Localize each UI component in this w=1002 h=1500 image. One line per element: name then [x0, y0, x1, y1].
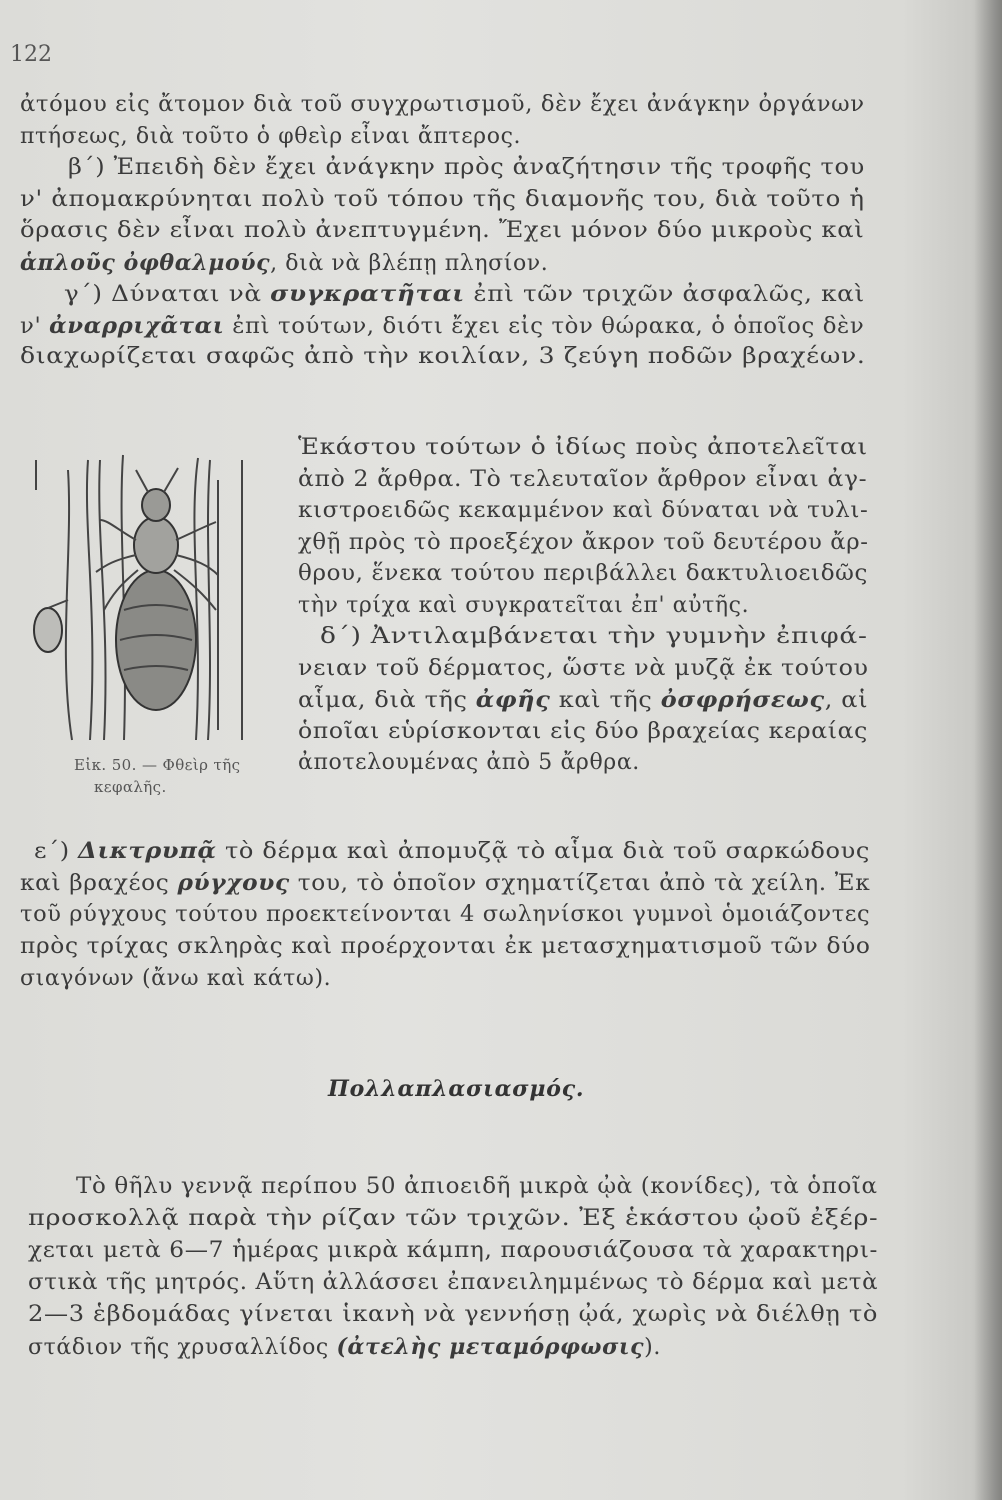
text-line — [298, 433, 868, 463]
text-span: ἀποτελουμένας ἀπὸ 5 ἄρθρα. — [298, 750, 640, 775]
section-heading: Πολλαπλασιασμός. — [328, 1076, 585, 1102]
text-line — [298, 465, 867, 495]
text-line — [20, 185, 865, 215]
figure-caption-line-1: Εἰκ. 50. — Φθεὶρ τῆς — [74, 756, 241, 774]
louse-figure-svg — [28, 450, 258, 750]
text-line — [298, 654, 869, 684]
text-line — [20, 248, 548, 279]
page-number: 122 — [10, 42, 52, 67]
emphasized-text: ἀναρριχᾶται — [49, 312, 225, 339]
text-span: ἐπὶ τῶν τριχῶν ἀσφαλῶς, καὶ — [464, 282, 865, 307]
text-span: Ἑκάστου τούτων ὁ ἰδίως ποὺς ἀποτελεῖται — [298, 435, 868, 460]
text-line — [20, 311, 864, 342]
text-span: διαχωρίζεται σαφῶς ἀπὸ τὴν κοιλίαν, 3 ζεύγη ποδῶν βραχέων. — [20, 344, 866, 369]
emphasized-text: (ἀτελὴς μεταμόρφωσις — [336, 1334, 645, 1360]
text-line — [298, 591, 749, 621]
text-line — [20, 868, 870, 899]
text-span: αἷμα, διὰ τῆς — [298, 688, 476, 713]
text-span: χεται μετὰ 6—7 ἡμέρας μικρὰ κάμπη, παρουσιάζουσα τὰ χαρακτηρι- — [28, 1238, 878, 1263]
text-span: , διὰ νὰ βλέπῃ πλησίον. — [270, 250, 549, 276]
text-span: προσκολλᾷ παρὰ τὴν ρίζαν τῶν τριχῶν. Ἐξ ἑκάστου ᾠοῦ ἐξέρ- — [28, 1206, 879, 1231]
text-span: χθῇ πρὸς τὸ προεξέχον ἄκρον τοῦ δευτέρου ἄρ- — [298, 529, 869, 555]
text-line — [20, 342, 866, 372]
text-span: κιστροειδῶς κεκαμμένον καὶ δύναται νὰ τυλι- — [298, 498, 869, 523]
text-line — [298, 528, 869, 558]
text-line — [298, 717, 868, 747]
text-span: τοῦ ρύγχους τούτου προεκτείνονται 4 σωληνίσκοι γυμνοὶ ὁμοιάζοντες — [20, 902, 871, 927]
figure-caption-line-2: κεφαλῆς. — [94, 778, 167, 796]
text-line — [298, 685, 868, 716]
text-span: ἀτόμου εἰς ἄτομον διὰ τοῦ συγχρωτισμοῦ, δὲν ἔχει ἀνάγκην ὀργάνων — [20, 92, 865, 117]
text-span: ἐπὶ τούτων, διότι ἔχει εἰς τὸν θώρακα, ὁ ὁποῖος δὲν — [224, 313, 865, 339]
text-span: στάδιον τῆς χρυσαλλίδος — [28, 1335, 337, 1360]
text-span: ὅρασις δὲν εἶναι πολὺ ἀνεπτυγμένη. Ἔχει μόνον δύο μικροὺς καὶ — [20, 218, 865, 243]
text-line — [320, 622, 868, 652]
text-line — [20, 932, 871, 962]
text-line — [64, 279, 865, 310]
text-span: νειαν τοῦ δέρματος, ὥστε νὰ μυζᾷ ἐκ τούτου — [298, 655, 869, 681]
text-span: ε΄) — [34, 839, 79, 864]
text-span: του, τὸ ὁποῖον σχηματίζεται ἀπὸ τὰ χείλη. Ἐκ — [289, 871, 871, 896]
emphasized-text: συγκρατῆται — [270, 281, 465, 307]
emphasized-text: Δικτρυπᾷ — [78, 838, 217, 864]
text-line — [298, 559, 868, 589]
text-line — [298, 496, 868, 526]
figure-caption — [74, 754, 240, 798]
text-line — [20, 122, 521, 152]
text-line — [20, 900, 870, 930]
text-span: ἀπὸ 2 ἄρθρα. Τὸ τελευταῖον ἄρθρον εἶναι ἀγ- — [298, 466, 868, 492]
text-line — [28, 1268, 878, 1298]
text-span: στικὰ τῆς μητρός. Αὕτη ἀλλάσσει ἐπανειλημμένως τὸ δέρμα καὶ μετὰ — [28, 1270, 879, 1295]
emphasized-text: ἀφῆς — [475, 687, 551, 713]
text-span: σιαγόνων (ἄνω καὶ κάτω). — [20, 966, 332, 991]
text-line — [20, 90, 865, 120]
text-line — [28, 1332, 661, 1363]
text-span: ). — [644, 1335, 661, 1360]
text-line — [68, 153, 865, 183]
text-span: 2—3 ἑβδομάδας γίνεται ἱκανὴ νὰ γεννήσῃ ᾠά, χωρὶς νὰ διέλθῃ τὸ — [28, 1302, 878, 1327]
text-span: τὸ δέρμα καὶ ἀπομυζᾷ τὸ αἷμα διὰ τοῦ σαρκώδους — [216, 839, 871, 864]
emphasized-text: ἁπλοῦς ὀφθαλμούς — [20, 249, 271, 276]
text-span: ὁποῖαι εὑρίσκονται εἰς δύο βραχείας κεραίας — [298, 718, 868, 744]
text-span: καὶ βραχέος — [20, 871, 178, 896]
text-line — [34, 836, 870, 867]
text-span: πρὸς τρίχας σκληρὰς καὶ προέρχονται ἐκ μετασχηματισμοῦ τῶν δύο — [20, 934, 871, 959]
text-span: πτήσεως, διὰ τοῦτο ὁ φθεὶρ εἶναι ἄπτερος. — [20, 123, 522, 149]
text-span: τὴν τρίχα καὶ συγκρατεῖται ἐπ' αὐτῆς. — [298, 592, 750, 618]
text-line — [20, 964, 331, 994]
text-span: δ΄) Ἀντιλαμβάνεται τὴν γυμνὴν ἐπιφά- — [320, 624, 868, 649]
text-line — [76, 1172, 878, 1202]
text-span: Τὸ θῆλυ γεννᾷ περίπου 50 ἀπιοειδῆ μικρὰ ᾠὰ (κονίδες), τὰ ὁποῖα — [76, 1174, 878, 1199]
text-span: ν' — [20, 313, 50, 339]
text-span: θρου, ἕνεκα τούτου περιβάλλει δακτυλιοειδῶς — [298, 561, 868, 586]
text-line — [20, 216, 864, 246]
page-edge-shadow — [974, 0, 1002, 1500]
emphasized-text: ὀσφρήσεως — [660, 687, 825, 713]
text-span: , αἱ — [824, 688, 869, 713]
text-span: ν' ἀπομακρύνηται πολὺ τοῦ τόπου τῆς διαμονῆς του, διὰ τοῦτο ἡ — [20, 186, 865, 212]
text-line — [28, 1300, 878, 1330]
text-span: καὶ τῆς — [550, 688, 661, 713]
emphasized-text: ρύγχους — [177, 870, 290, 896]
louse-illustration — [28, 450, 258, 750]
text-line — [28, 1236, 878, 1266]
text-span: γ΄) Δύναται νὰ — [64, 282, 271, 307]
text-line — [28, 1204, 878, 1234]
text-line — [298, 748, 640, 778]
text-span: β΄) Ἐπειδὴ δὲν ἔχει ἀνάγκην πρὸς ἀναζήτησιν τῆς τροφῆς του — [68, 155, 865, 180]
